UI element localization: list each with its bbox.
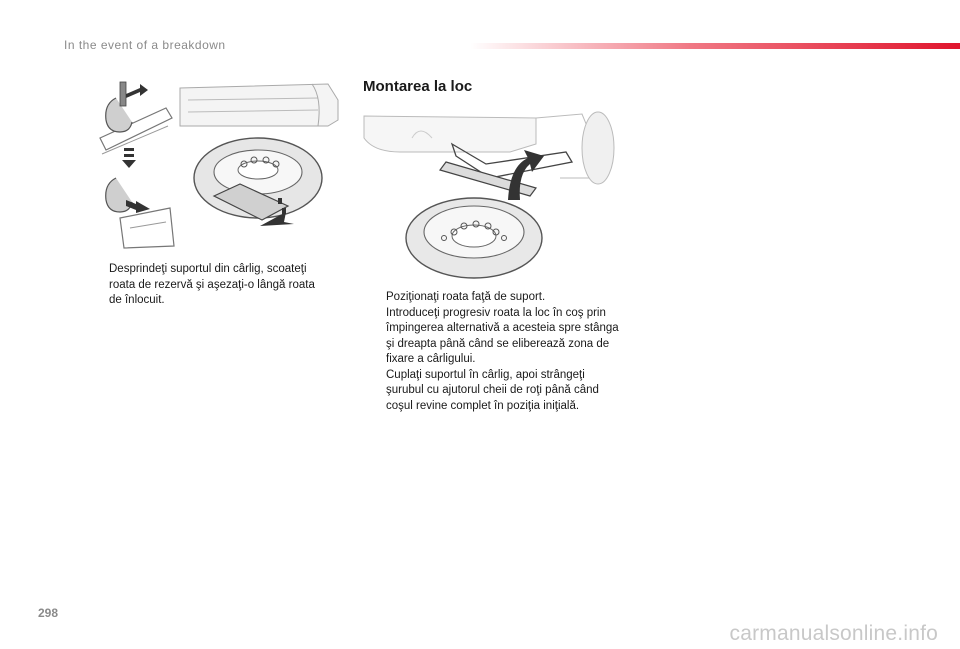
header-accent-bar <box>470 43 960 49</box>
section-header-title: In the event of a breakdown <box>64 38 226 52</box>
instruction-text: Introduceţi progresiv roata la loc în coş prin împingerea alternativă a acesteia spre stânga şi dreapta până când se eliberează zona de fixare a cârligului. <box>386 306 619 365</box>
instruction-text: Poziţionaţi roata faţă de suport. <box>386 291 546 303</box>
list-item <box>364 290 622 306</box>
instruction-text: Cuplaţi suportul în cârlig, apoi strângeţi şurubul cu ajutorul cheii de roţi până când coşul revine complet în poziţia iniţială. <box>386 368 599 412</box>
list-item <box>364 368 622 415</box>
hook-detach-illustration <box>96 78 176 250</box>
page-number: 298 <box>38 606 59 620</box>
left-instruction-list <box>87 262 327 309</box>
watermark: carmanualsonline.info <box>729 622 938 645</box>
list-item <box>87 262 327 309</box>
instruction-text: Desprindeţi suportul din cârlig, scoateţi roata de rezervă şi aşezaţi-o lângă roata de înlocuit. <box>109 263 315 306</box>
right-instruction-list <box>364 290 622 414</box>
section-title: Montarea la loc <box>363 78 473 95</box>
spare-wheel-removal-illustration <box>178 80 342 240</box>
wheel-refit-illustration <box>360 108 618 280</box>
list-item <box>364 306 622 368</box>
